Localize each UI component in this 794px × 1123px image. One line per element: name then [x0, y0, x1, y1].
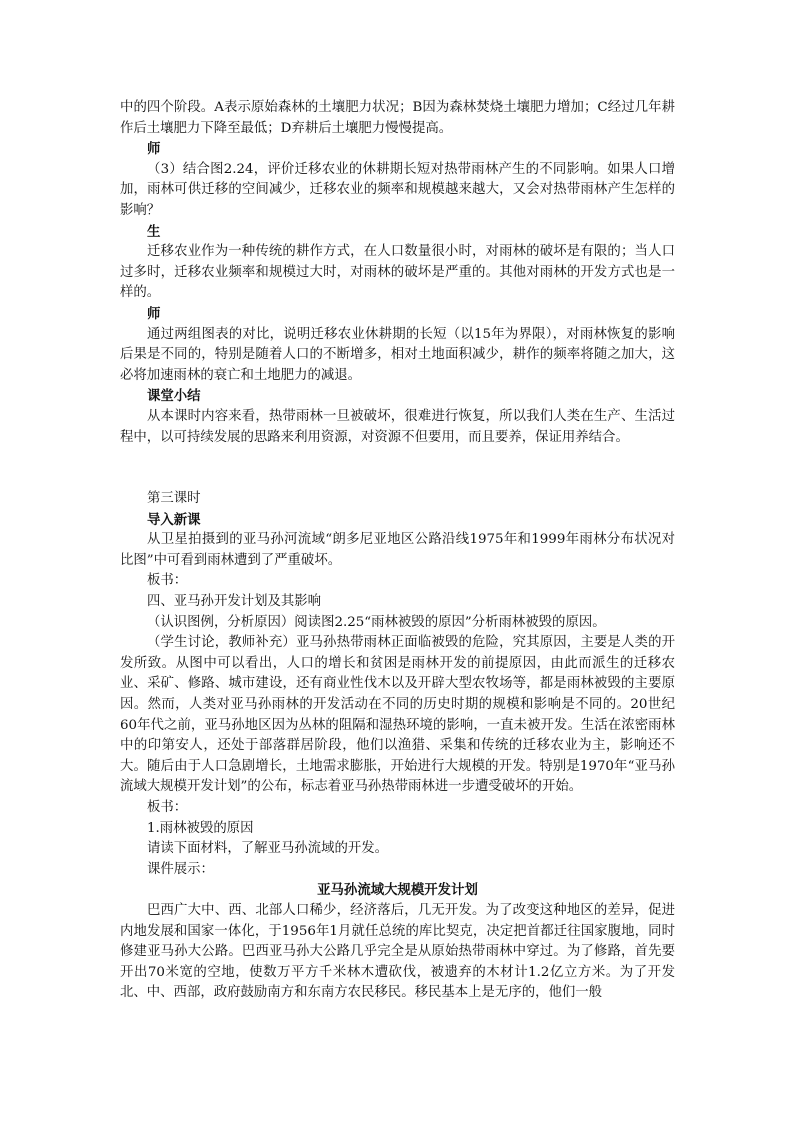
paragraph: 四、亚马孙开发计划及其影响 [147, 594, 322, 610]
paragraph: 课件展示： [147, 861, 214, 877]
paragraph: 迁移农业作为一种传统的耕作方式，在人口数量很小时，对雨林的破坏是有限的；当人口过多时，迁移农业频率和规模过大时，对雨林的破坏是严重的。其他对雨林的开发方式也是一样的。 [120, 244, 675, 301]
paragraph: （3）结合图2.24，评价迁移农业的休耕期长短对热带雨林产生的不同影响。如果人口增加，雨林可供迁移的空间减少，迁移农业的频率和规模越来越大，又会对热带雨林产生怎样的影响？ [120, 161, 675, 218]
paragraph: 板书： [147, 573, 188, 589]
paragraph: 从本课时内容来看，热带雨林一旦被破坏，很难进行恢复，所以我们人类在生产、生活过程中，以可持续发展的思路来利用资源，对资源不但要用，而且要养，保证用养结合。 [120, 408, 675, 445]
paragraph: 中的四个阶段。A表示原始森林的土壤肥力状况；B因为森林焚烧土壤肥力增加；C经过几年耕作后土壤肥力下降至最低；D弃耕后土壤肥力慢慢提高。 [120, 100, 675, 136]
paragraph: 通过两组图表的对比，说明迁移农业休耕期的长短（以15年为界限），对雨林恢复的影响后果是不同的，特别是随着人口的不断增多，相对土地面积减少，耕作的频率将随之加大，这必将加速雨林的衰亡和土地肥力的减退。 [120, 326, 675, 383]
paragraph: 从卫星拍摄到的亚马孙河流域“朗多尼亚地区公路沿线1975年和1999年雨林分布状况对比图”中可看到雨林遭到了严重破坏。 [120, 532, 675, 568]
material-title: 亚马孙流域大规模开发计划 [317, 882, 478, 899]
paragraph: 第三课时 [147, 491, 201, 507]
section-label: 师 [147, 141, 161, 158]
paragraph: 1.雨林被毁的原因 [147, 820, 254, 836]
paragraph: 巴西广大中、西、北部人口稀少，经济落后，几无开发。为了改变这种地区的差异，促进内地发展和国家一体化，于1956年1月就任总统的库比契克，决定把首都迁往国家腹地，同时修建亚马孙大公路。巴西亚马孙大公路几乎完全是从原始热带雨林中穿过。为了修路，首先要开出70米宽的空地，使数万平方千米林木遭砍伐，被遗弃的木材计1.2亿立方米。为了开发北、中、西部，政府鼓励南方和东南方农民移民。移民基本上是无序的，他们一般 [120, 902, 675, 1001]
paragraph: 板书： [147, 800, 188, 815]
section-label: 师 [147, 305, 161, 322]
document-page [120, 98, 675, 1004]
section-label: 课堂小结 [147, 388, 201, 405]
section-label: 导入新课 [147, 511, 201, 528]
section-label: 生 [147, 223, 161, 240]
paragraph: 请读下面材料，了解亚马孙流域的开发。 [147, 841, 389, 857]
paragraph: （认识图例，分析原因）阅读图2.25“雨林被毁的原因”分析雨林被毁的原因。 [147, 614, 606, 630]
spacer [120, 448, 675, 489]
paragraph: （学生讨论，教师补充）亚马孙热带雨林正面临被毁的危险，究其原因，主要是人类的开发所致。从图中可以看出，人口的增长和贫困是雨林开发的前提原因，由此而派生的迁移农业、采矿、修路、城市建设，还有商业性伐木以及开辟大型农牧场等，都是雨林被毁的主要原因。然而，人类对亚马孙雨林的开发活动在不同的历史时期的规模和影响是不同的。20世纪60年代之前，亚马孙地区因为丛林的阻隔和湿热环境的影响，一直未被开发。生活在浓密雨林中的印第安人，还处于部落群居阶段，他们以渔猎、采集和传统的迁移农业为主，影响还不大。随后由于人口急剧增长，土地需求膨胀，开始进行大规模的开发。特别是1970年“亚马孙流域大规模开发计划”的公布，标志着亚马孙热带雨林进一步遭受破坏的开始。 [120, 635, 675, 795]
